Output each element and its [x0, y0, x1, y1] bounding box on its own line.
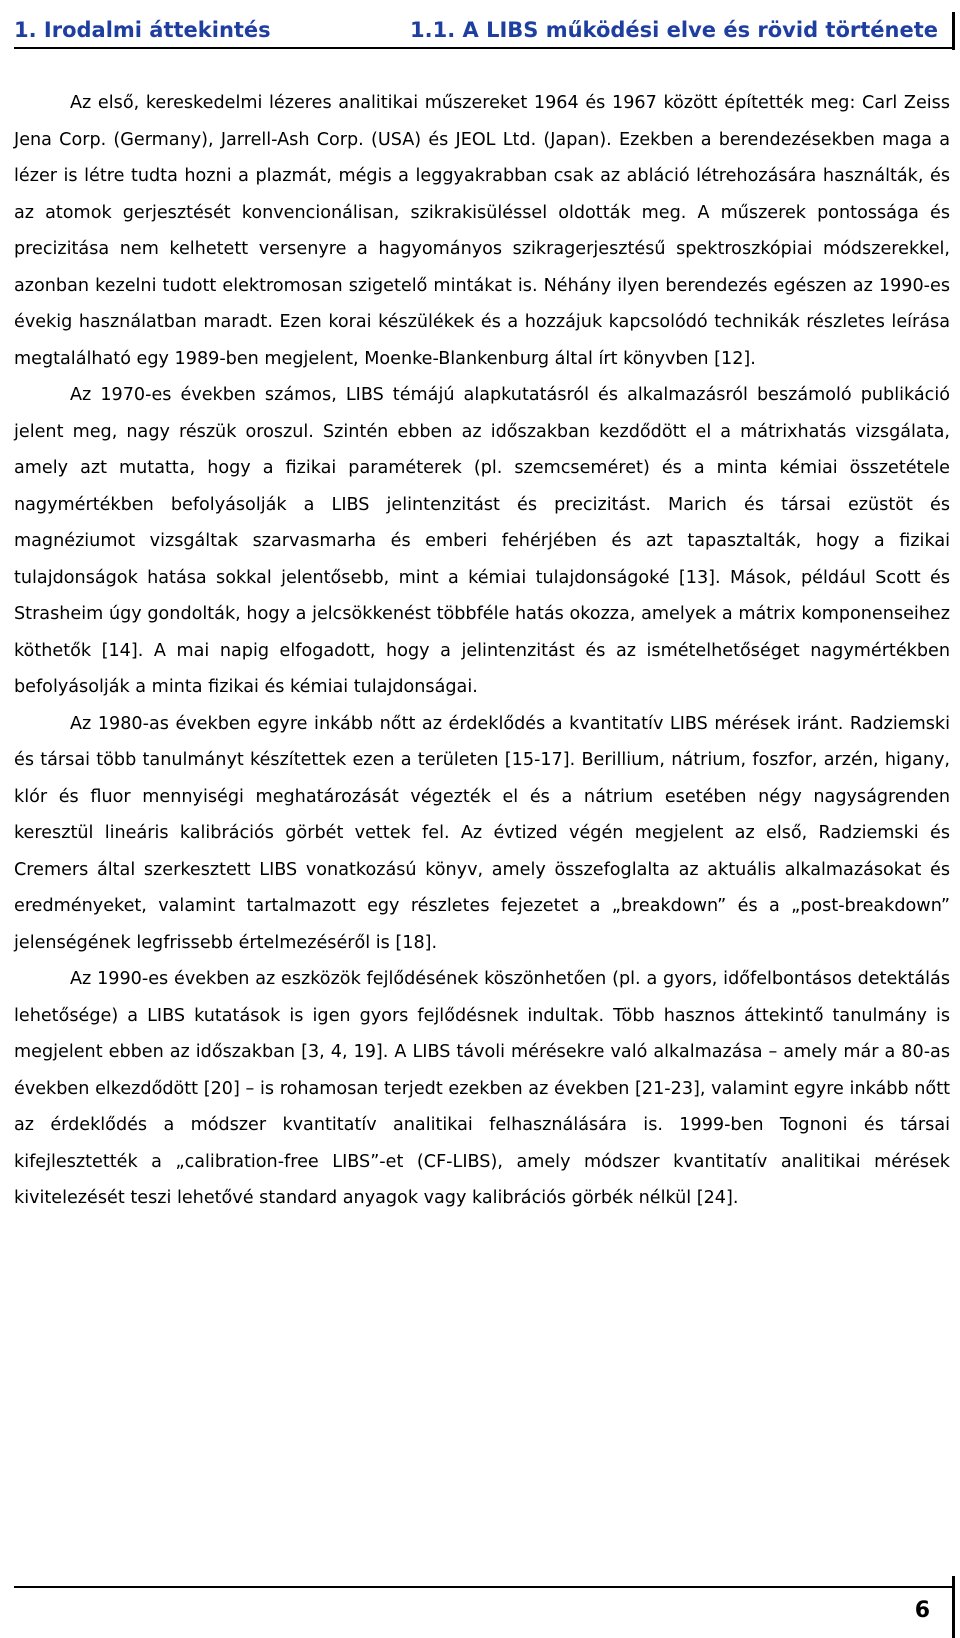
- header-rule-tick: [952, 12, 955, 50]
- footer-rule: [14, 1586, 954, 1588]
- paragraph-4: Az 1990-es években az eszközök fejlődésének köszönhetően (pl. a gyors, időfelbontásos detektálás lehetősége) a LIBS kutatások is igen gyors fejlődésnek indultak. Több hasznos áttekintő tanulmány is megjelent ebben az időszakban [3, 4, 19]. A LIBS távoli mérésekre való alkalmazása – amely már a 80-as években elkezdődött [20] – is rohamosan terjedt ezekben az években [21-23], valamint egyre inkább nőtt az érdeklődés a módszer kvantitatív analitikai felhasználására is. 1999-ben Tognoni és társai kifejlesztették a „calibration-free LIBS”-et (CF-LIBS), amely módszer kvantitatív analitikai mérések kivitelezését teszi lehetővé standard anyagok vagy kalibrációs görbék nélkül [24].: [14, 969, 950, 1208]
- running-header: [14, 16, 948, 46]
- body-text: [14, 85, 950, 1217]
- paragraph-2: Az 1970-es években számos, LIBS témájú alapkutatásról és alkalmazásról beszámoló publikáció jelent meg, nagy részük oroszul. Szintén ebben az időszakban kezdődött el a mátrixhatás vizsgálata, amely azt mutatta, hogy a fizikai paraméterek (pl. szemcseméret) és a minta kémiai összetétele nagymértékben befolyásolják a LIBS jelintenzitást és precizitást. Marich és társai ezüstöt és magnéziumot vizsgáltak szarvasmarha és emberi fehérjében és azt tapasztalták, hogy a fizikai tulajdonságok hatása sokkal jelentősebb, mint a kémiai tulajdonságoké [13]. Mások, például Scott és Strasheim úgy gondolták, hogy a jelcsökkenést többféle hatás okozza, amelyek a mátrix komponenseihez köthetők [14]. A mai napig elfogadott, hogy a jelintenzitást és az ismételhetőséget nagymértékben befolyásolják a minta fizikai és kémiai tulajdonságai.: [14, 385, 950, 697]
- chapter-title: 1. Irodalmi áttekintés: [14, 18, 271, 42]
- footer-rule-tick: [952, 1576, 955, 1638]
- page-number: 6: [914, 1598, 930, 1623]
- paragraph-3: Az 1980-as években egyre inkább nőtt az érdeklődés a kvantitatív LIBS mérések iránt. Radziemski és társai több tanulmányt készítettek ezen a területen [15-17]. Berillium, nátrium, foszfor, arzén, higany, klór és fluor mennyiségi meghatározását végezték el és a nátrium esetében négy nagyságrenden keresztül lineáris kalibrációs görbét vettek fel. Az évtized végén megjelent az első, Radziemski és Cremers által szerkesztett LIBS vonatkozású könyv, amely összefoglalta az aktuális alkalmazásokat és eredményeket, valamint tartalmazott egy részletes fejezetet a „breakdown” és a „post-breakdown” jelenségének legfrissebb értelmezéséről is [18].: [14, 713, 950, 953]
- header-rule: [14, 47, 954, 49]
- paragraph-1: Az első, kereskedelmi lézeres analitikai műszereket 1964 és 1967 között építették meg: Carl Zeiss Jena Corp. (Germany), Jarrell-Ash Corp. (USA) és JEOL Ltd. (Japan). Ezekben a berendezésekben maga a lézer is létre tudta hozni a plazmát, mégis a leggyakrabban csak az abláció létrehozására használták, és az atomok gerjesztését konvencionálisan, szikrakisüléssel oldották meg. A műszerek pontossága és precizitása nem kelhetett versenyre a hagyományos szikragerjesztésű spektroszkópiai módszerekkel, azonban kezelni tudott elektromosan szigetelő mintákat is. Néhány ilyen berendezés egészen az 1990-es évekig használatban maradt. Ezen korai készülékek és a hozzájuk kapcsolódó technikák részletes leírása megtalálható egy 1989-ben megjelent, Moenke-Blankenburg által írt könyvben [12].: [14, 93, 950, 369]
- section-title: 1.1. A LIBS működési elve és rövid története: [410, 18, 938, 42]
